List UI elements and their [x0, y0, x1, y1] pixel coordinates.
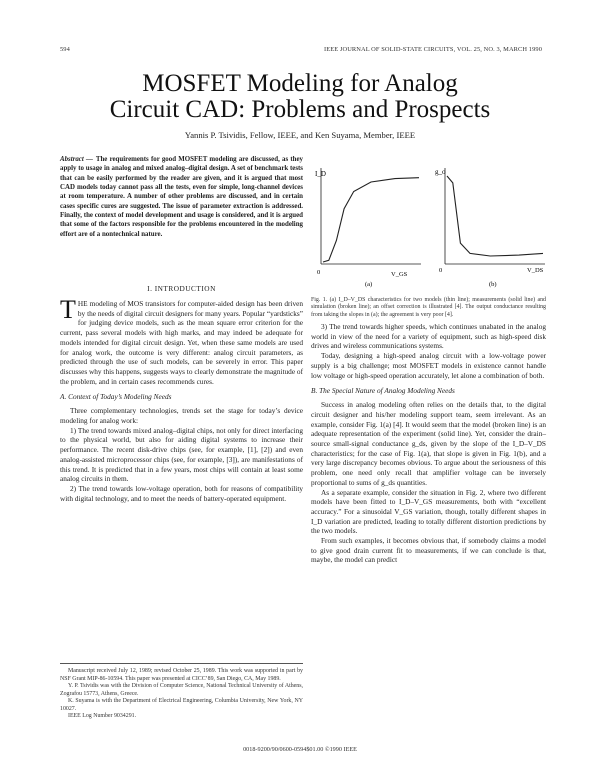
right-column	[311, 322, 546, 565]
figure-1-plot	[309, 160, 549, 288]
panel-b-tag: (b)	[489, 281, 497, 288]
footnote-author-1: Y. P. Tsividis was with the Division of Computer Science, National Technical University of Athens, Zografou 15773, Athens, Greece.	[60, 683, 303, 697]
copyright-footer: 0018-9200/90/0600-0594$01.00 ©1990 IEEE	[243, 746, 357, 753]
panel-a-tag: (a)	[365, 281, 373, 288]
intro-paragraph	[60, 295, 303, 386]
paragraph-trend-1: 1) The trend towards mixed analog–digital chips, not only for direct interfacing to the physical world, but also for aiding digital systems to increase their performance. The recent disk-drive chips (see, for example, [1], [2]) and even analog-assisted microprocessor chips (see, for example, [3]), are manifestations of this trend. It is predicted that in a few years, most chips will contain at least some analog circuits in them.	[60, 425, 303, 484]
subsection-heading-b: B. The Special Nature of Analog Modeling Needs	[311, 386, 455, 396]
panel-b-y-label: g_o	[435, 168, 446, 176]
panel-a-y-label: I_D	[315, 170, 326, 178]
intro-paragraph-text: HE modeling of MOS transistors for computer-aided design has been driven by the needs of digital circuit designers for many years. Popular “yardsticks” for judging device models, such as the mean square error criterion for the current, pass several models with high marks, and may indeed be adequate for models intended for digital circuit design. Yet, when these same models are used for analog work, the outcome is very different: analog circuit parameters, as predicted through the use of such models, can be severely in error. This paper discusses why this happens, suggests ways to clearly demonstrate the magnitude of the problem, and in certain cases recommends cures.	[60, 299, 303, 386]
page-number: 594	[60, 46, 70, 53]
paragraph-conclusion: From such examples, it becomes obvious that, if somebody claims a model to give good drain current fit to measurements, if we can conclude is that, maybe, the model can predict	[311, 536, 546, 565]
figure-1	[309, 160, 549, 288]
panel-b-origin: 0	[439, 267, 443, 274]
panel-a-origin: 0	[317, 269, 321, 276]
paragraph-separate-example: As a separate example, consider the situation in Fig. 2, where two different models have been fitted to I_D–V_GS measurements, both with “excellent accuracy.” For a sinusoidal V_GS variation, though, totally different shapes in I_D variation are predicted, leading to totally different distortion predictions by the two models.	[311, 487, 546, 536]
left-column	[60, 284, 303, 503]
paragraph-low-voltage: Today, designing a high-speed analog circuit with a low-voltage power supply is a big challenge; most MOSFET models in existence cannot handle low voltage or high-speed operation accurately, let alone a combination of both.	[311, 351, 546, 380]
figure-1-caption: Fig. 1. (a) I_D–V_DS characteristics for two models (thin line); measurements (solid line) and simulation (broken line); an offset correction is illustrated [4]. The output conductance resulting from taking the slopes in (a); the agreement is very poor [4].	[311, 297, 546, 318]
title-line-2: Circuit CAD: Problems and Prospects	[109, 96, 491, 123]
panel-b-curve	[447, 176, 543, 256]
abstract-lead: Abstract —	[60, 156, 93, 163]
section-heading-introduction: I. INTRODUCTION	[147, 284, 216, 293]
panel-a-x-label: V_GS	[391, 271, 408, 278]
paragraph-trends: Three complementary technologies, trends set the stage for today’s device modeling for analog work:	[60, 406, 303, 426]
drop-cap: T	[60, 295, 76, 324]
title-line-1: MOSFET Modeling for Analog	[142, 70, 458, 97]
paragraph-trend-2: 2) The trend towards low-voltage operation, both for reasons of compatibility with digital technology, and to meet the needs of battery-operated equipment.	[60, 483, 303, 503]
footnote-log-number: IEEE Log Number 9034291.	[68, 713, 137, 719]
panel-b-x-label: V_DS	[527, 267, 544, 274]
paragraph-analog-details: Success in analog modeling often relies on the details that, to the digital circuit designer and his/her modeling support team, seem irrelevant. As an example, consider Fig. 1(a) [4]. It would seem that the model (broken line) is an adequate representation of the experiment (solid line). Yet, consider the drain–source small-signal conductance g_ds, given by the slope of the I_D–V_DS characteristics; for the case of Fig. 1(a), that slope is given in Fig. 1(b), and a very large discrepancy becomes obvious. To argue about the seriousness of this problem, one need only recall that amplifier voltage can be inversely proportional to sums of g_ds quantities.	[311, 400, 546, 487]
paragraph-trend-3: 3) The trend towards higher speeds, which continues unabated in the analog world in view of the need for a variety of equipment, such as high-speed disk drives and wireless communications systems.	[311, 322, 546, 351]
footnotes	[60, 663, 303, 721]
panel-a-curve	[323, 178, 419, 262]
subsection-heading-a: A. Context of Today’s Modeling Needs	[60, 392, 172, 402]
abstract	[60, 155, 303, 239]
authors: Yannis P. Tsividis, Fellow, IEEE, and Ken Suyama, Member, IEEE	[184, 130, 416, 140]
footnote-manuscript: Manuscript received July 12, 1989; revised October 25, 1989. This work was supported in part by NSF Grant MIP-86-10594. This paper was presented at CICC’89, San Diego, CA, May 1989.	[60, 668, 303, 682]
journal-header: IEEE JOURNAL OF SOLID-STATE CIRCUITS, VOL. 25, NO. 3, MARCH 1990	[323, 46, 542, 53]
footnote-author-2: K. Suyama is with the Department of Electrical Engineering, Columbia University, New York, NY 10027.	[60, 698, 303, 712]
abstract-text: The requirements for good MOSFET modeling are discussed, as they apply to usage in analog and mixed analog–digital design. A set of benchmark tests that can be easily performed by the reader are given, and it is argued that most CAD models today cannot pass all the tests, even for simple, long-channel devices at room temperature. A number of other problems are discussed, and in certain cases specific cures are suggested. The issue of parameter extraction is addressed. Finally, the context of model development and usage is considered, and it is argued that some of the factors responsible for the problems encountered in the modeling effort are of a nontechnical nature.	[60, 156, 303, 238]
